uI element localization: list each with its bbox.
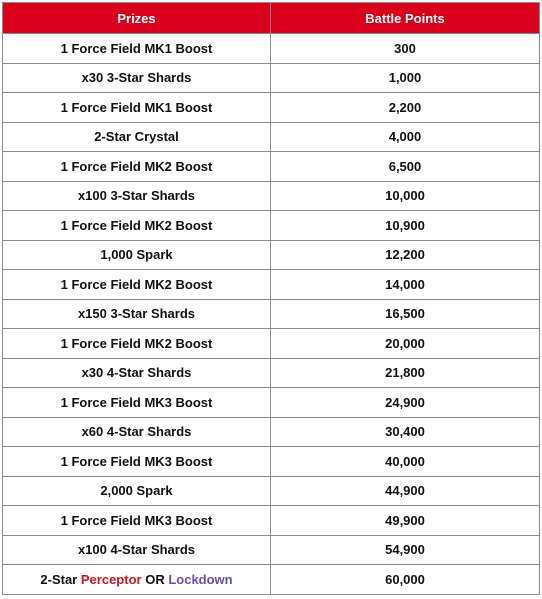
prize-cell: 1 Force Field MK2 Boost [3, 152, 271, 182]
points-cell: 4,000 [271, 122, 540, 152]
prize-cell: x100 3-Star Shards [3, 181, 271, 211]
table-row [3, 34, 540, 64]
points-cell: 49,900 [271, 506, 540, 536]
final-prefix: 2-Star [40, 571, 78, 587]
prize-cell: x30 4-Star Shards [3, 358, 271, 388]
final-option-a: Perceptor [80, 571, 142, 587]
points-cell: 24,900 [271, 388, 540, 418]
table-row [3, 240, 540, 270]
prize-cell: 2-Star Crystal [3, 122, 271, 152]
points-cell: 6,500 [271, 152, 540, 182]
points-cell: 10,900 [271, 211, 540, 241]
table-row [3, 270, 540, 300]
table-row [3, 388, 540, 418]
points-cell: 54,900 [271, 535, 540, 565]
header-prizes: Prizes [3, 3, 271, 34]
prize-cell: 1 Force Field MK1 Boost [3, 93, 271, 123]
table-row [3, 299, 540, 329]
final-option-b: Lockdown [168, 571, 233, 587]
prize-cell [3, 565, 271, 595]
prize-cell: x30 3-Star Shards [3, 63, 271, 93]
points-cell: 2,200 [271, 93, 540, 123]
prize-cell: 1 Force Field MK3 Boost [3, 447, 271, 477]
prize-cell: x150 3-Star Shards [3, 299, 271, 329]
prize-cell: 1 Force Field MK2 Boost [3, 211, 271, 241]
points-cell: 40,000 [271, 447, 540, 477]
table-row [3, 506, 540, 536]
final-joiner: OR [145, 571, 165, 587]
points-cell: 14,000 [271, 270, 540, 300]
points-cell: 300 [271, 34, 540, 64]
prize-cell: 1 Force Field MK3 Boost [3, 388, 271, 418]
prize-cell: 1,000 Spark [3, 240, 271, 270]
prize-cell: 2,000 Spark [3, 476, 271, 506]
table-final-body [3, 565, 540, 595]
prize-cell: x100 4-Star Shards [3, 535, 271, 565]
table-row [3, 565, 540, 595]
points-cell: 16,500 [271, 299, 540, 329]
points-cell: 44,900 [271, 476, 540, 506]
table-row [3, 329, 540, 359]
prize-cell: x60 4-Star Shards [3, 417, 271, 447]
points-cell: 21,800 [271, 358, 540, 388]
table-row [3, 211, 540, 241]
points-cell: 20,000 [271, 329, 540, 359]
points-cell: 10,000 [271, 181, 540, 211]
prize-cell: 1 Force Field MK3 Boost [3, 506, 271, 536]
points-cell: 60,000 [271, 565, 540, 595]
header-battle-points: Battle Points [271, 3, 540, 34]
table-row [3, 476, 540, 506]
table-row [3, 417, 540, 447]
table-body [3, 34, 540, 565]
table-row [3, 93, 540, 123]
table-row [3, 447, 540, 477]
prize-cell: 1 Force Field MK1 Boost [3, 34, 271, 64]
prize-cell: 1 Force Field MK2 Boost [3, 329, 271, 359]
table-row [3, 535, 540, 565]
table-row [3, 181, 540, 211]
table-row [3, 152, 540, 182]
prize-cell: 1 Force Field MK2 Boost [3, 270, 271, 300]
table-header-row [3, 3, 540, 34]
points-cell: 12,200 [271, 240, 540, 270]
table-row [3, 63, 540, 93]
points-cell: 30,400 [271, 417, 540, 447]
table-row [3, 122, 540, 152]
table-row [3, 358, 540, 388]
points-cell: 1,000 [271, 63, 540, 93]
prizes-table [2, 2, 540, 595]
